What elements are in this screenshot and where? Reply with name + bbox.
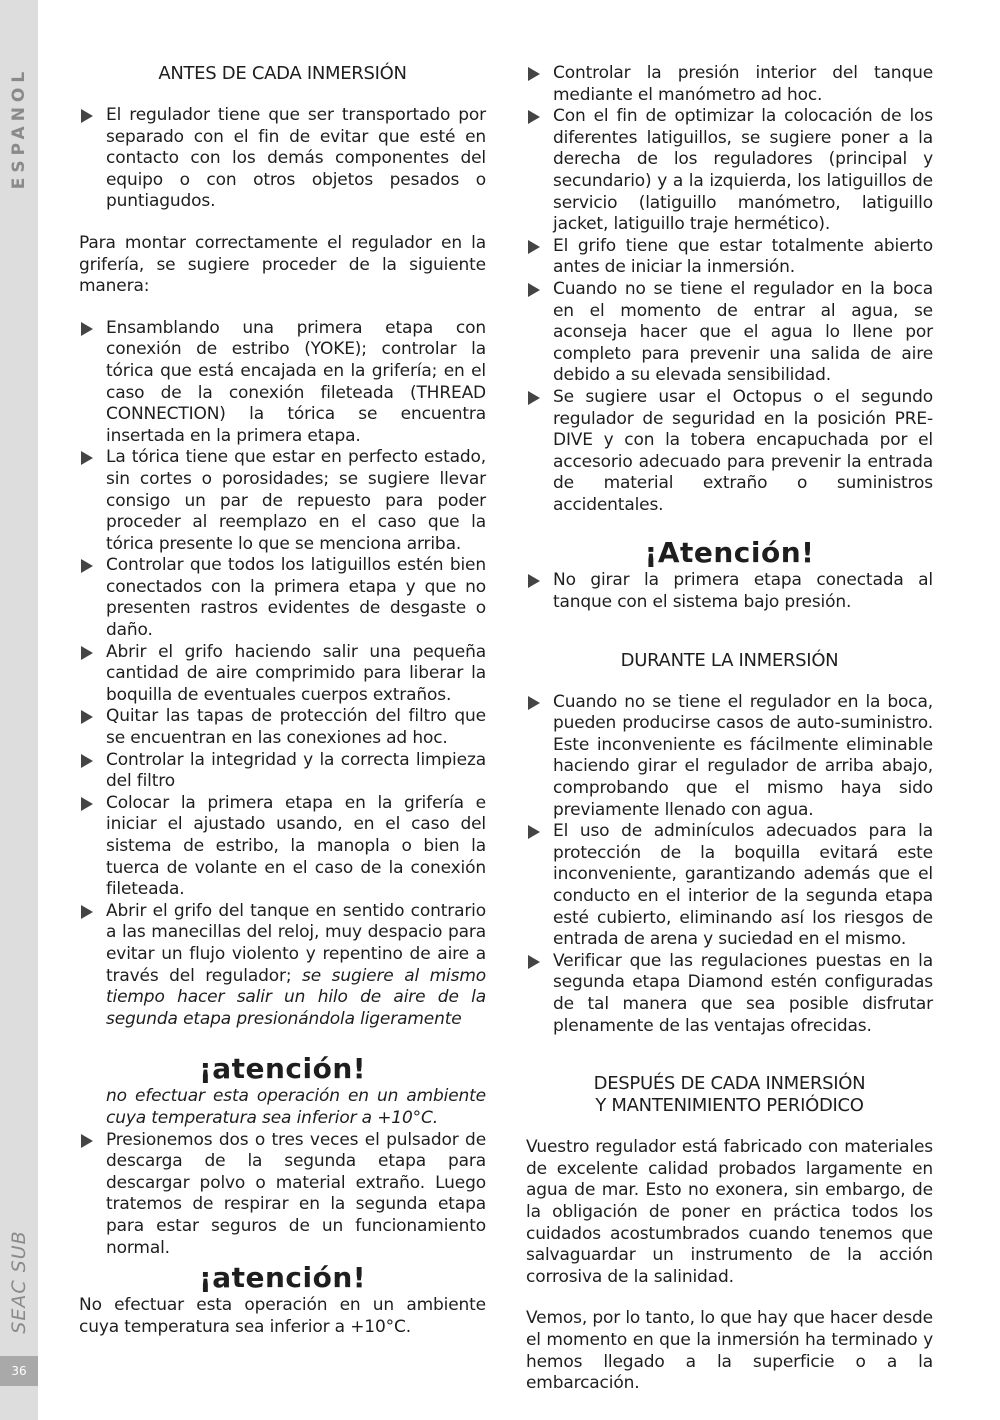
bullet-list — [526, 63, 933, 516]
surface-paragraph: Vemos, por lo tanto, lo que hay que hacer desde el momento en que la inmersión ha terminado y hemos llegado a la superficie o a la embarcación. — [526, 1308, 933, 1394]
triangle-bullet-icon — [528, 574, 540, 588]
triangle-bullet-icon — [81, 1134, 93, 1148]
section-heading-during-dive: DURANTE LA INMERSIÓN — [620, 649, 839, 671]
list-item — [79, 793, 486, 901]
attention-heading: ¡atención! — [198, 1052, 367, 1086]
left-column — [79, 63, 486, 1338]
triangle-bullet-icon — [528, 696, 540, 710]
heading-line: DESPUÉS DE CADA INMERSIÓN — [593, 1073, 866, 1095]
list-item — [79, 105, 486, 213]
list-item-text: El uso de adminículos adecuados para la protección de la boquilla evitará este inconveniente, garantizando además que el conducto en el interior de la segunda etapa esté cubierto, eliminando así los riesgos de entrada de arena y suciedad en el mismo. — [553, 821, 933, 950]
list-item-text: El grifo tiene que estar totalmente abierto antes de iniciar la inmersión. — [553, 235, 933, 278]
triangle-bullet-icon — [81, 905, 93, 919]
warning-note: no efectuar esta operación en un ambiente cuya temperatura sea inferior a +10°C. — [106, 1086, 486, 1128]
list-item-text: Abrir el grifo del tanque en sentido contrario a las manecillas del reloj, muy despacio para evitar un flujo violento y repentino de aire a través del regulador; — [106, 900, 486, 986]
list-item-text: Colocar la primera etapa en la grifería e iniciar el ajustado usando, en el caso del sistema de estribo, la manopla o bien la tuerca de volante en el caso de la conexión fileteada. — [106, 792, 486, 900]
triangle-bullet-icon — [81, 451, 93, 465]
maintenance-paragraph: Vuestro regulador está fabricado con materiales de excelente calidad probados largamente en agua de mar. Esto no exonera, sin embargo, de la obligación de poner en práctica todos los cuidados acostumbrados cuando tenemos que salvaguardar un instrumento de la acción corrosiva de la salinidad. — [526, 1137, 933, 1287]
list-item-text: Abrir el grifo haciendo salir una pequeña cantidad de aire comprimido para liberar la boquilla de eventuales cuerpos extraños. — [106, 641, 486, 705]
list-item — [526, 821, 933, 951]
triangle-bullet-icon — [81, 754, 93, 768]
list-item-text: Cuando no se tiene el regulador en la boca, pueden producirse casos de auto-suministro. Este inconveniente es fácilmente eliminable haciendo girar el regulador de arriba abajo, comprobando que el mismo haya sido previamente llenado con agua. — [553, 691, 933, 820]
triangle-bullet-icon — [81, 109, 93, 123]
triangle-bullet-icon — [528, 67, 540, 81]
list-item-text: Controlar la presión interior del tanque mediante el manómetro ad hoc. — [553, 63, 933, 105]
intro-paragraph: Para montar correctamente el regulador en la grifería, se sugiere proceder de la siguiente manera: — [79, 232, 486, 297]
list-item — [79, 706, 486, 749]
list-item — [526, 951, 933, 1037]
section-heading-after-dive — [526, 1073, 933, 1117]
brand-label: SEAC SUB — [8, 1230, 30, 1334]
list-item-text: La tórica tiene que estar en perfecto estado, sin cortes o porosidades; se sugiere llevar consigo un par de repuesto para poder proceder al reemplazo en el caso que la tórica presente lo que se menciona arriba. — [106, 447, 486, 554]
triangle-bullet-icon — [528, 283, 540, 297]
list-item — [526, 279, 933, 387]
sidebar-band — [0, 0, 38, 1420]
language-label: ESPANOL — [9, 66, 29, 190]
list-item — [526, 236, 933, 279]
list-item-text: Ensamblando una primera etapa con conexión de estribo (YOKE); controlar la tórica que está encajada en la grifería; en el caso de la conexión fileteada (THREAD CONNECTION) la tórica se encuentra insertada en la primera etapa. — [106, 317, 486, 446]
triangle-bullet-icon — [528, 240, 540, 254]
bullet-list — [79, 105, 486, 213]
right-column — [526, 63, 933, 1415]
section-heading-before-dive: ANTES DE CADA INMERSIÓN — [158, 63, 407, 84]
triangle-bullet-icon — [528, 955, 540, 969]
triangle-bullet-icon — [528, 110, 540, 124]
heading-line: Y MANTENIMIENTO PERIÓDICO — [595, 1095, 864, 1117]
list-item — [79, 750, 486, 793]
list-item — [526, 692, 933, 822]
list-item-text: Presionemos dos o tres veces el pulsador de descarga de la segunda etapa para descargar polvo o material extraño. Luego tratemos de respirar en la segunda etapa para estar seguros de un funcionamiento normal. — [106, 1129, 486, 1258]
list-item-italic-text: se sugiere al mismo tiempo hacer salir un hilo de aire de la segunda etapa presionándola ligeramente — [106, 965, 486, 1029]
triangle-bullet-icon — [81, 559, 93, 573]
list-item — [526, 63, 933, 106]
list-item — [79, 318, 486, 448]
warning-note: No efectuar esta operación en un ambiente cuya temperatura sea inferior a +10°C. — [79, 1295, 486, 1337]
list-item — [79, 642, 486, 707]
list-item-text: Con el fin de optimizar la colocación de los diferentes latiguillos, se sugiere poner a la derecha de los reguladores (principal y secundario) y a la izquierda, los latiguillos de servicio (latiguillo manómetro, latiguillo jacket, latiguillo traje hermético). — [553, 106, 933, 235]
list-item — [526, 570, 933, 613]
page-number: 36 — [0, 1356, 38, 1386]
list-item — [79, 1130, 486, 1260]
list-item — [79, 447, 486, 555]
triangle-bullet-icon — [81, 797, 93, 811]
list-item-text: El regulador tiene que ser transportado por separado con el fin de evitar que esté en contacto con los demás componentes del equipo o con otros objetos pesados o puntiagudos. — [106, 105, 486, 212]
list-item-text: No girar la primera etapa conectada al tanque con el sistema bajo presión. — [553, 570, 933, 613]
list-item-text: Controlar la integridad y la correcta limpieza del filtro — [106, 749, 486, 792]
triangle-bullet-icon — [528, 391, 540, 405]
list-item — [526, 106, 933, 236]
list-item-text: Quitar las tapas de protección del filtro que se encuentran en las conexiones ad hoc. — [106, 706, 486, 749]
list-item — [526, 387, 933, 517]
bullet-list — [79, 318, 486, 1031]
attention-heading: ¡Atención! — [644, 536, 815, 570]
bullet-list — [526, 692, 933, 1038]
triangle-bullet-icon — [81, 710, 93, 724]
bullet-list — [526, 570, 933, 613]
triangle-bullet-icon — [81, 322, 93, 336]
list-item-text: Verificar que las regulaciones puestas en la segunda etapa Diamond estén configuradas de tal manera que sea posible disfrutar plenamente de las ventajas ofrecidas. — [553, 950, 933, 1036]
list-item-text: Cuando no se tiene el regulador en la boca en el momento de entrar al agua, se aconseja hacer que el agua lo llene por completo para prevenir una salida de aire debido a su elevada sensibilidad. — [553, 278, 933, 386]
list-item-text: Se sugiere usar el Octopus o el segundo regulador de seguridad en la posición PRE-DIVE y con la tobera encapuchada por el accesorio adecuado para prevenir la entrada de material extraño o suministros accidentales. — [553, 386, 933, 515]
list-item-text: Controlar que todos los latiguillos estén bien conectados con la primera etapa y que no presenten rastros evidentes de desgaste o daño. — [106, 555, 486, 641]
list-item — [79, 901, 486, 1031]
list-item — [79, 555, 486, 641]
attention-heading: ¡atención! — [198, 1261, 367, 1295]
triangle-bullet-icon — [528, 825, 540, 839]
triangle-bullet-icon — [81, 646, 93, 660]
bullet-list — [79, 1130, 486, 1260]
